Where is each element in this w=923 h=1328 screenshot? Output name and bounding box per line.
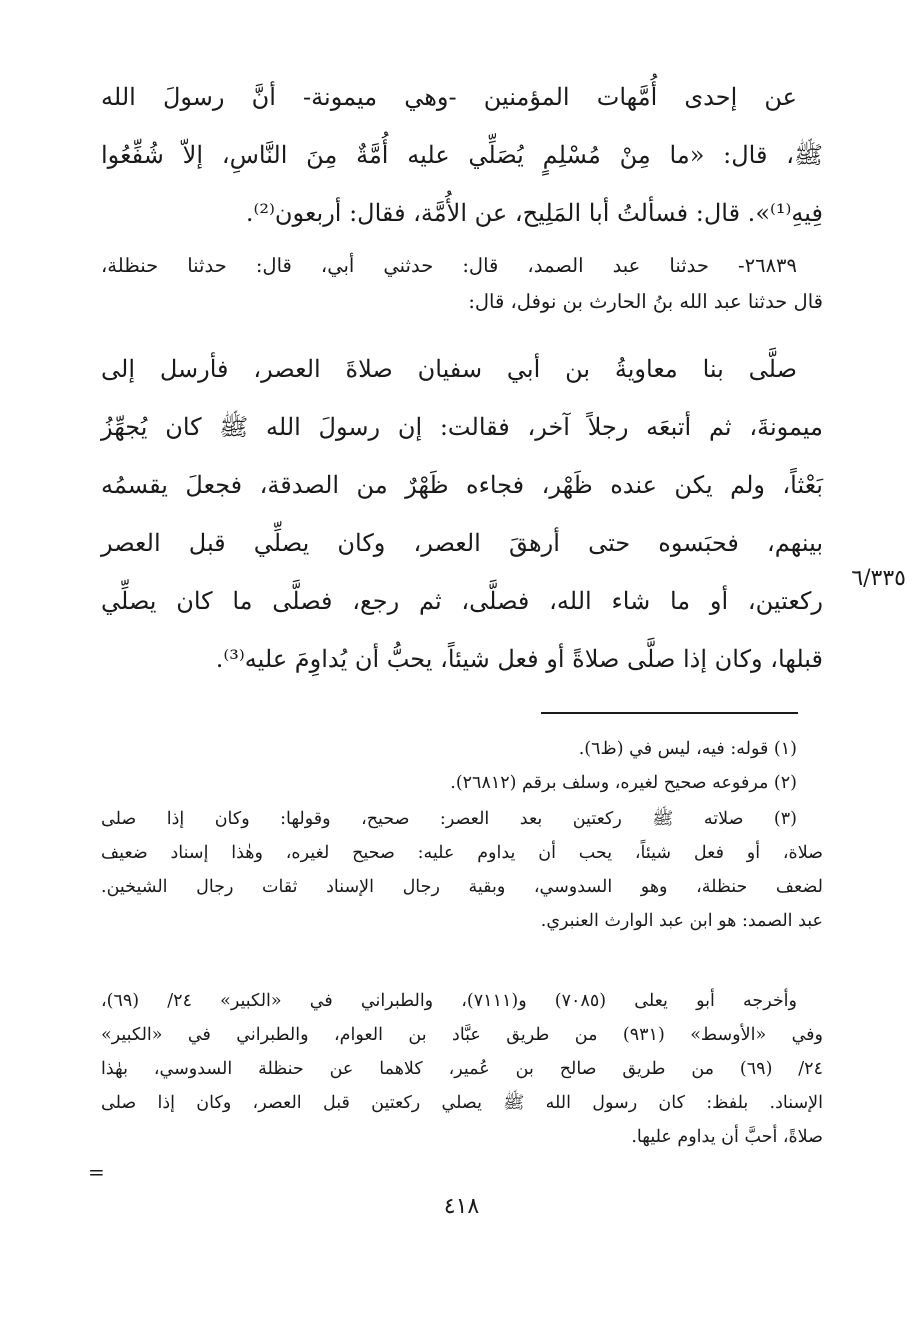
footnote-line: صلاة، أو فعل شيئاً، يحب أن يداوم عليه: صحيح لغيره، وهٰذا إسناد ضعيف [101, 843, 823, 863]
footnote-line: (٣) صلاته ﷺ ركعتين بعد العصر: صحيح، وقولها: وكان إذا صلى [101, 809, 797, 829]
footnote-line: لضعف حنظلة، وهو السدوسي، وبقية رجال الإسناد ثقات رجال الشيخين. [101, 877, 823, 897]
isnad-paragraph [101, 248, 823, 320]
footnote-line: وفي «الأوسط» (٩٣١) من طريق عبَّاد بن العوام، والطبراني في «الكبير» [101, 1025, 823, 1045]
footnote-line: (٢) مرفوعه صحيح لغيره، وسلف برقم (٢٦٨١٢). [450, 773, 797, 793]
text-line: ﷺ، قال: «ما مِنْ مُسْلِمٍ يُصَلِّي عليه أُمَّةٌ مِنَ النَّاسِ، إلاّ شُفِّعُوا [101, 141, 823, 169]
page-number: ٤١٨ [443, 1194, 480, 1219]
hadith-text-paragraph [101, 340, 823, 688]
footnote-2 [101, 766, 823, 800]
footnote-line: (١) قوله: فيه، ليس في (ظ٦). [578, 739, 797, 759]
text-line: عن إحدى أُمَّهات المؤمنين -وهي ميمونة- أنَّ رسولَ الله [101, 83, 797, 111]
footnote-line: عبد الصمد: هو ابن عبد الوارث العنبري. [540, 911, 823, 931]
hadith-intro-paragraph [101, 68, 823, 242]
text-line: ركعتين، أو ما شاء الله، فصلَّى، ثم رجع، فصلَّى ما كان يصلِّي [101, 587, 823, 615]
footnote-line: صلاةً، أحبَّ أن يداوم عليها. [631, 1127, 823, 1147]
footnote-3-continued [101, 984, 823, 1154]
text-line: قبلها، وكان إذا صلَّى صلاةً أو فعل شيئاً، يحبُّ أن يُداوِمَ عليه⁽³⁾. [215, 645, 823, 673]
text-line: قال حدثنا عبد الله بنُ الحارث بن نوفل، قال: [468, 290, 823, 313]
footnote-line: ٢٤/ (٦٩) من طريق صالح بن عُمير، كلاهما عن حنظلة السدوسي، بهٰذا [101, 1059, 823, 1079]
footnote-separator [541, 712, 798, 714]
footnote-1 [101, 732, 823, 766]
text-line: ميمونةَ، ثم أتبعَه رجلاً آخر، فقالت: إن رسولَ الله ﷺ كان يُجهِّزُ [101, 413, 823, 441]
text-line: بَعْثاً، ولم يكن عنده ظَهْر، فجاءه ظَهْرٌ من الصدقة، فجعلَ يقسمُه [101, 471, 823, 499]
continuation-mark: = [88, 1160, 105, 1184]
text-line: فِيهِ⁽¹⁾». قال: فسألتُ أبا المَلِيح، عن الأُمَّة، فقال: أربعون⁽²⁾. [245, 199, 823, 227]
footnote-line: وأخرجه أبو يعلى (٧٠٨٥) و(٧١١١)، والطبراني في «الكبير» ٢٤/ (٦٩)، [101, 991, 797, 1011]
text-line: صلَّى بنا معاويةُ بن أبي سفيان صلاةَ العصر، فأرسل إلى [101, 355, 797, 383]
text-line: ٢٦٨٣٩- حدثنا عبد الصمد، قال: حدثني أبي، قال: حدثنا حنظلة، [101, 254, 797, 277]
footnote-3 [101, 802, 823, 938]
footnote-line: الإسناد. بلفظ: كان رسول الله ﷺ يصلي ركعتين قبل العصر، وكان إذا صلى [101, 1093, 823, 1113]
margin-volume-page-reference: ٦/٣٣٥ [851, 566, 906, 591]
text-line: بينهم، فحبَسوه حتى أرهقَ العصر، وكان يصلِّي قبل العصر [101, 529, 823, 557]
